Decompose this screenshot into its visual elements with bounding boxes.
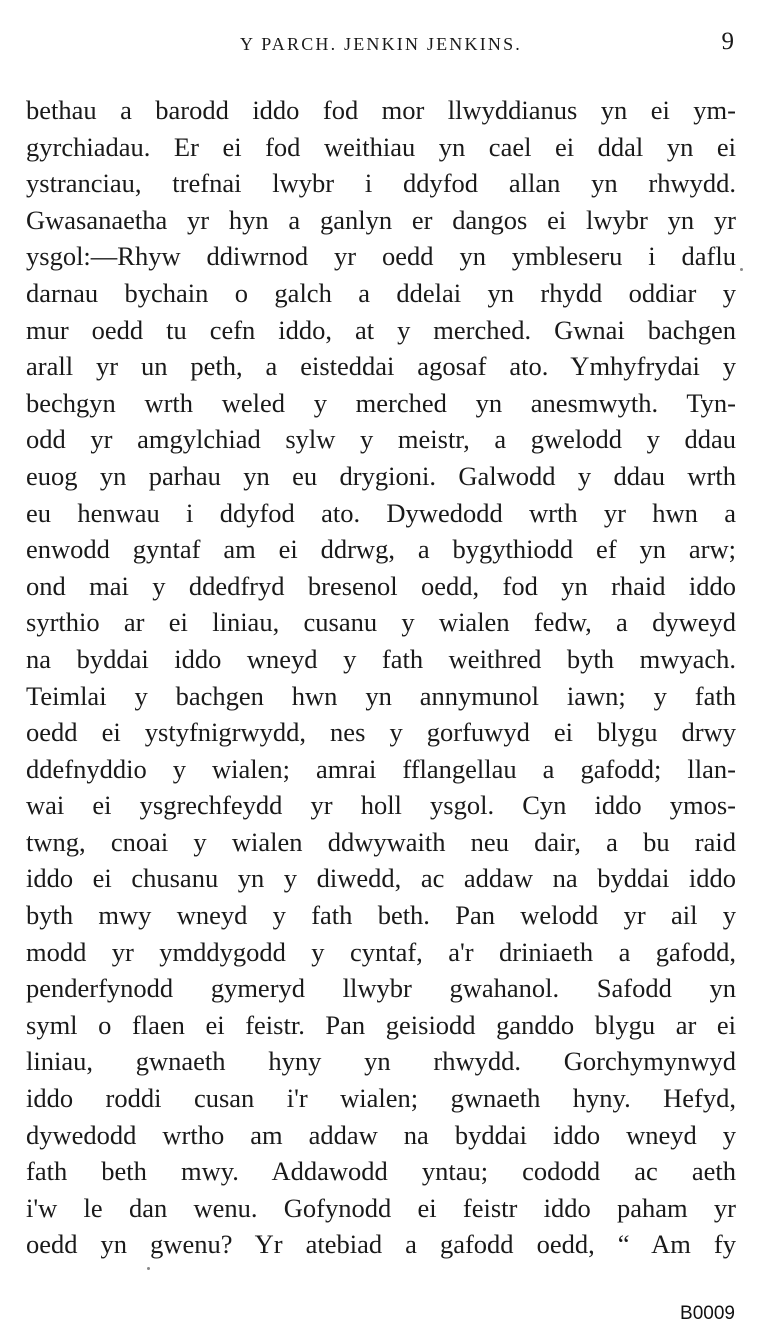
text-line: bethau a barodd iddo fod mor llwyddianus yn ei ym- <box>26 95 736 125</box>
text-line: byth mwy wneyd y fath beth. Pan welodd yr ail y <box>26 900 736 931</box>
text-line: mur oedd tu cefn iddo, at y merched. Gwnai bachgen <box>26 314 736 345</box>
body-text <box>26 92 736 1263</box>
running-title: Y PARCH. JENKIN JENKINS. <box>240 34 522 54</box>
text-line: na byddai iddo wneyd y fath weithred byth mwyach. <box>26 643 736 674</box>
text-line: iddo ei chusanu yn y diwedd, ac addaw na byddai iddo <box>26 863 736 894</box>
print-speck <box>147 1267 150 1270</box>
text-line: odd yr amgylchiad sylw y meistr, a gwelodd y ddau <box>26 424 736 455</box>
text-line: penderfynodd gymeryd llwybr gwahanol. Safodd yn <box>26 973 736 1004</box>
text-line: modd yr ymddygodd y cyntaf, a'r driniaeth a gafodd, <box>26 936 736 967</box>
page-number: 9 <box>721 28 734 55</box>
text-line: eu henwau i ddyfod ato. Dywedodd wrth yr hwn a <box>26 497 736 528</box>
text-line: ysgol:—Rhyw ddiwrnod yr oedd yn ymbleseru i daflu <box>26 241 736 272</box>
text-line: ddefnyddio y wialen; amrai fflangellau a gafodd; llan- <box>26 753 736 784</box>
text-line: fath beth mwy. Addawodd yntau; cododd ac aeth <box>26 1156 736 1187</box>
text-line: i'w le dan wenu. Gofynodd ei feistr iddo paham yr <box>26 1192 736 1223</box>
text-line: oedd yn gwenu? Yr atebiad a gafodd oedd, “ Am fy <box>26 1229 736 1260</box>
text-line: iddo roddi cusan i'r wialen; gwnaeth hyny. Hefyd, <box>26 1083 736 1114</box>
text-line: bechgyn wrth weled y merched yn anesmwyth. Tyn- <box>26 387 736 418</box>
text-line: gyrchiadau. Er ei fod weithiau yn cael ei ddal yn ei <box>26 131 736 162</box>
text-line: darnau bychain o galch a ddelai yn rhydd oddiar y <box>26 277 736 308</box>
print-speck <box>740 268 743 271</box>
text-line: wai ei ysgrechfeydd yr holl ysgol. Cyn iddo ymos- <box>26 790 736 821</box>
text-line: ond mai y ddedfryd bresenol oedd, fod yn rhaid iddo <box>26 570 736 601</box>
text-line: twng, cnoai y wialen ddwywaith neu dair, a bu raid <box>26 826 736 857</box>
text-line: arall yr un peth, a eisteddai agosaf ato. Ymhyfrydai y <box>26 351 736 382</box>
text-line: dywedodd wrtho am addaw na byddai iddo wneyd y <box>26 1119 736 1150</box>
text-line: ystranciau, trefnai lwybr i ddyfod allan yn rhwydd. <box>26 168 736 199</box>
text-line: liniau, gwnaeth hyny yn rhwydd. Gorchymynwyd <box>26 1046 736 1077</box>
running-head <box>28 28 734 58</box>
text-line: Teimlai y bachgen hwn yn annymunol iawn; y fath <box>26 680 736 711</box>
text-line: syrthio ar ei liniau, cusanu y wialen fedw, a dyweyd <box>26 607 736 638</box>
text-line: oedd ei ystyfnigrwydd, nes y gorfuwyd ei blygu drwy <box>26 717 736 748</box>
catalog-id: B0009 <box>680 1303 735 1324</box>
text-line: euog yn parhau yn eu drygioni. Galwodd y ddau wrth <box>26 460 736 491</box>
text-line: enwodd gyntaf am ei ddrwg, a bygythiodd ef yn arw; <box>26 534 736 565</box>
text-line: Gwasanaetha yr hyn a ganlyn er dangos ei lwybr yn yr <box>26 204 736 235</box>
text-line: syml o flaen ei feistr. Pan geisiodd ganddo blygu ar ei <box>26 1009 736 1040</box>
